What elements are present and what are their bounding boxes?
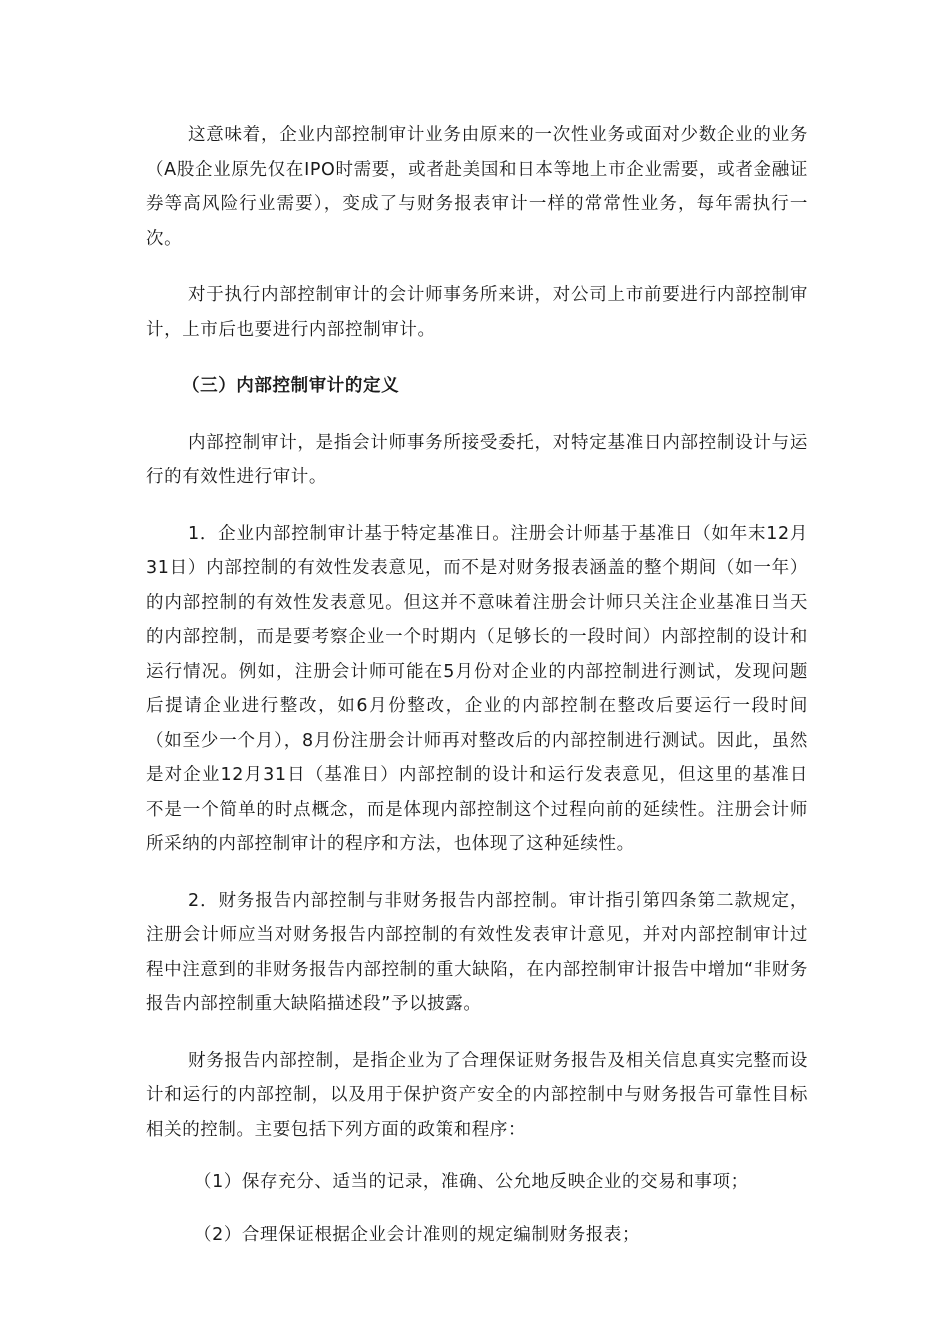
paragraph-financial-nonfinancial: 2．财务报告内部控制与非财务报告内部控制。审计指引第四条第二款规定，注册会计师应当对财务报告内部控制的有效性发表审计意见，并对内部控制审计过程中注意到的非财务报告内部控制的重大缺陷，在内部控制审计报告中增加“非财务报告内部控制重大缺陷描述段”予以披露。 (146, 890, 808, 1014)
document-body (146, 118, 808, 1252)
paragraph-financial-reporting-control: 财务报告内部控制，是指企业为了合理保证财务报告及相关信息真实完整而设计和运行的内部控制，以及用于保护资产安全的内部控制中与财务报告可靠性目标相关的控制。主要包括下列方面的政策和程序： (146, 1050, 808, 1140)
list-item-records: （1）保存充分、适当的记录，准确、公允地反映企业的交易和事项； (194, 1172, 749, 1192)
paragraph-pre-post-listing: 对于执行内部控制审计的会计师事务所来讲，对公司上市前要进行内部控制审计，上市后也要进行内部控制审计。 (146, 285, 808, 340)
list-item-standards: （2）合理保证根据企业会计准则的规定编制财务报表； (194, 1224, 641, 1245)
section-heading-definition: （三）内部控制审计的定义 (182, 376, 400, 396)
paragraph-annual-audit: 这意味着，企业内部控制审计业务由原来的一次性业务或面对少数企业的业务（A股企业原先仅在IPO时需要，或者赴美国和日本等地上市企业需要，或者金融证券等高风险行业需要），变成了与财务报表审计一样的常常性业务，每年需执行一次。 (146, 125, 808, 249)
paragraph-definition: 内部控制审计，是指会计师事务所接受委托，对特定基准日内部控制设计与运行的有效性进行审计。 (146, 432, 808, 487)
paragraph-base-date: 1．企业内部控制审计基于特定基准日。注册会计师基于基准日（如年末12月31日）内部控制的有效性发表意见，而不是对财务报表涵盖的整个期间（如一年）的内部控制的有效性发表意见。但这并不意味着注册会计师只关注企业基准日当天的内部控制，而是要考察企业一个时期内（足够长的一段时间）内部控制的设计和运行情况。例如，注册会计师可能在5月份对企业的内部控制进行测试，发现问题后提请企业进行整改，如6月份整改，企业的内部控制在整改后要运行一段时间（如至少一个月），8月份注册会计师再对整改后的内部控制进行测试。因此，虽然是对企业12月31日（基准日）内部控制的设计和运行发表意见，但这里的基准日不是一个简单的时点概念，而是体现内部控制这个过程向前的延续性。注册会计师所采纳的内部控制审计的程序和方法，也体现了这种延续性。 (146, 523, 808, 854)
